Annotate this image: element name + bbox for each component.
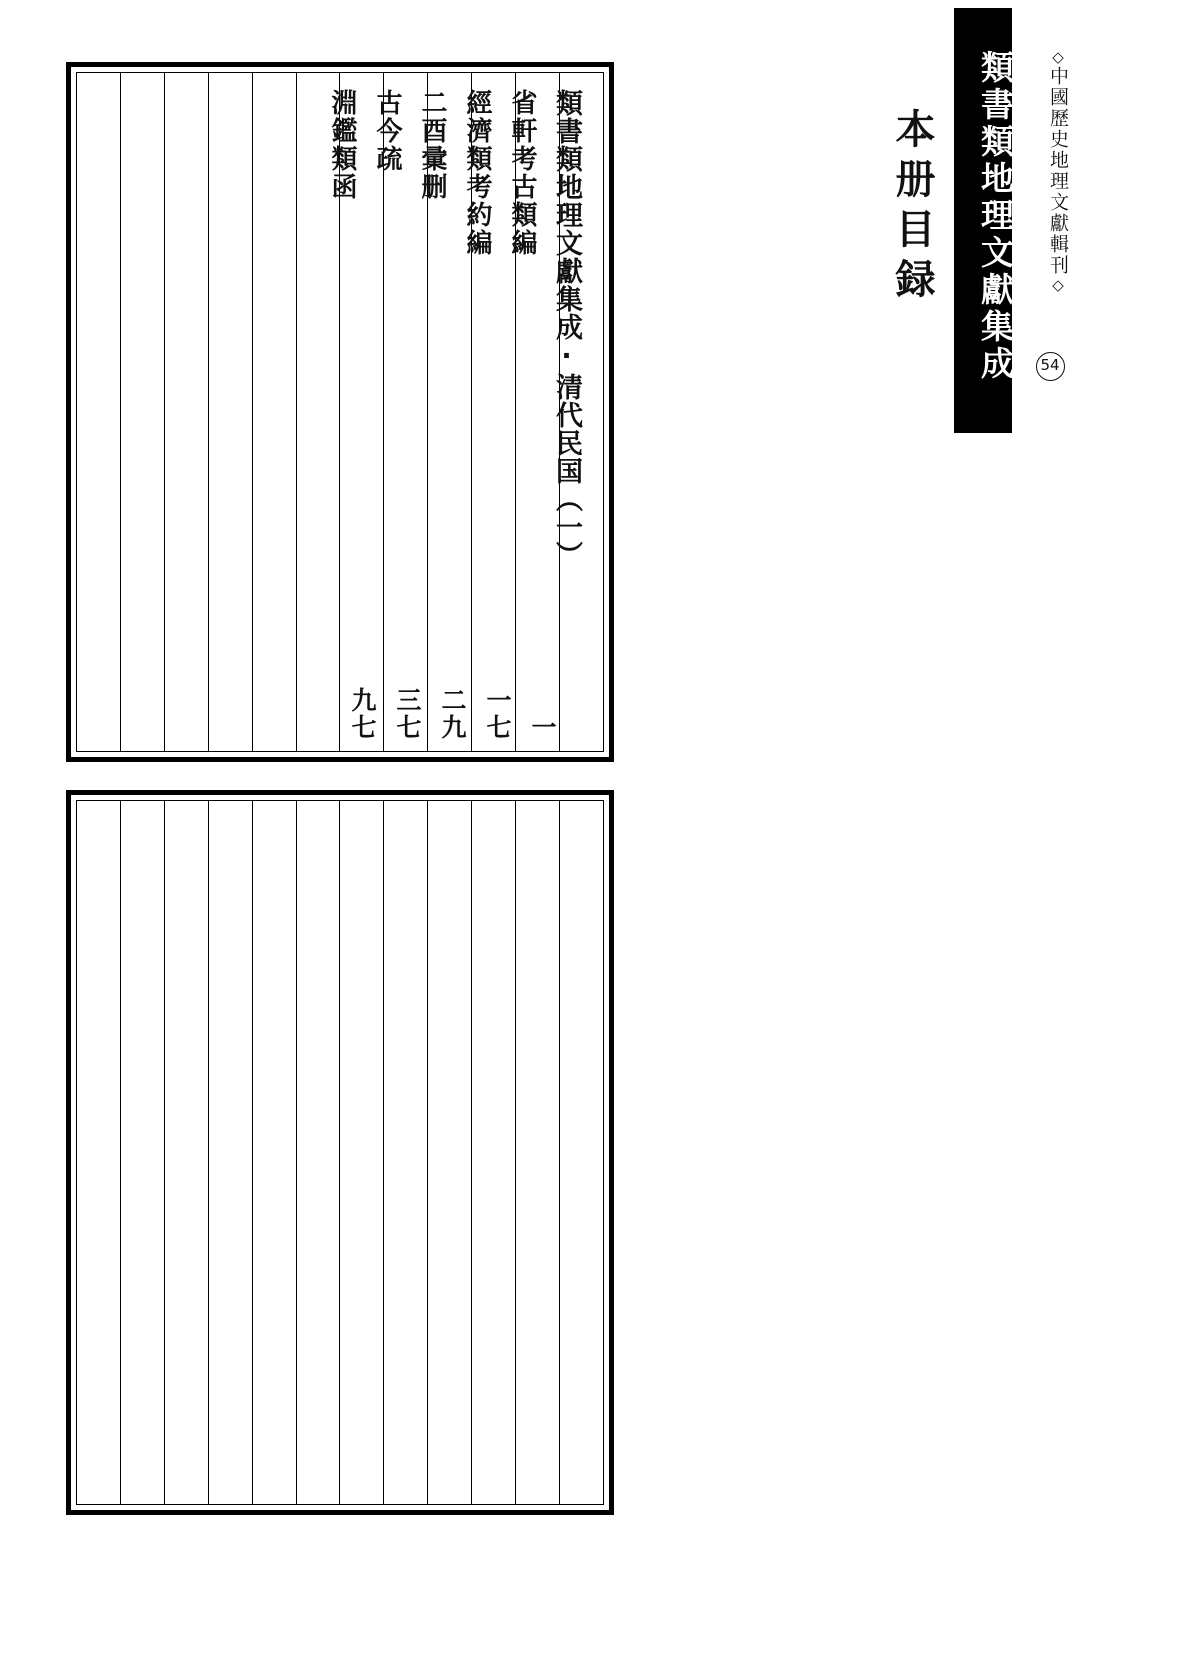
toc-entry-page: 九七 xyxy=(348,687,377,741)
series-strip xyxy=(1032,48,1068,294)
page-title: 本册目録 xyxy=(889,108,935,308)
column-rule xyxy=(296,801,340,1504)
list-item[interactable] xyxy=(374,89,420,752)
toc-entry-title: 二酉彚删 xyxy=(417,89,447,201)
toc-entry-title: 經濟類考約編 xyxy=(462,89,492,257)
toc-entry-title: 古今疏 xyxy=(372,89,402,173)
series-volume-number xyxy=(1032,352,1068,381)
list-item[interactable] xyxy=(329,89,375,752)
column-rule xyxy=(559,801,603,1504)
toc-entry-page: 一七 xyxy=(483,687,512,741)
toc-entry-title: 省軒考古類編 xyxy=(507,89,537,257)
blank-panel-inner xyxy=(76,800,604,1505)
list-item[interactable] xyxy=(509,89,555,752)
column-rule xyxy=(471,801,515,1504)
title-band-text: 類書類地理文獻集成 xyxy=(976,50,1015,383)
title-band xyxy=(954,8,1015,433)
column-rule xyxy=(427,801,471,1504)
toc-entry-page: 三七 xyxy=(393,687,422,741)
toc-entry-title: 淵鑑類函 xyxy=(327,89,357,201)
diamond-icon-top: ◇ xyxy=(1049,48,1067,66)
toc-panel-inner xyxy=(76,72,604,752)
column-rule xyxy=(120,801,164,1504)
list-item[interactable] xyxy=(464,89,510,752)
toc-panel xyxy=(66,62,614,762)
diamond-icon-bottom: ◇ xyxy=(1049,276,1067,294)
toc-list xyxy=(77,73,603,751)
series-strip-text: 中國歷史地理文獻輯刊 xyxy=(1047,66,1069,276)
toc-entry-page: 一 xyxy=(528,714,557,741)
column-rules xyxy=(77,801,603,1504)
column-rule xyxy=(77,801,120,1504)
column-rule xyxy=(252,801,296,1504)
series-volume-number-value: 54 xyxy=(1036,352,1065,381)
column-rule xyxy=(383,801,427,1504)
list-item[interactable] xyxy=(419,89,465,752)
column-rule xyxy=(339,801,383,1504)
toc-header-title: 類書類地理文獻集成·清代民国（一） xyxy=(551,89,582,569)
column-rule xyxy=(164,801,208,1504)
column-rule xyxy=(208,801,252,1504)
column-rule xyxy=(515,801,559,1504)
toc-header-row xyxy=(553,89,599,752)
blank-panel xyxy=(66,790,614,1515)
toc-entry-page: 二九 xyxy=(438,687,467,741)
